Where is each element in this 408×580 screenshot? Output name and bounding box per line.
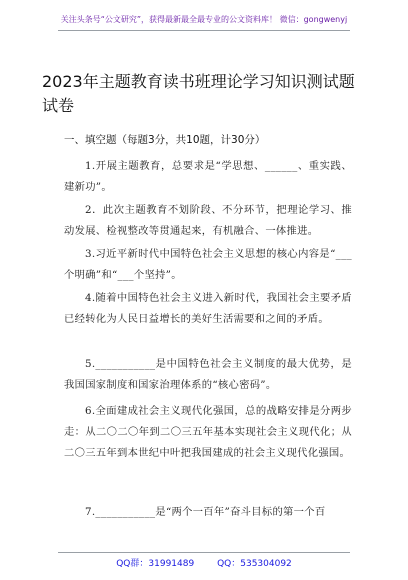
footer-divider bbox=[58, 552, 350, 553]
question-3: 3.习近平新时代中国特色社会主义思想的核心内容是“___个明确”和“___个坚持”。 bbox=[64, 248, 352, 281]
question-1: 1.开展主题教育，总要求是“学思想、______、重实践、建新功”。 bbox=[64, 160, 352, 193]
document-title: 2023年主题教育读书班理论学习知识测试题试卷 bbox=[42, 72, 355, 115]
footer-qq-group: QQ群：31991489 bbox=[116, 559, 195, 569]
header-divider bbox=[58, 30, 350, 31]
question-2: 2．此次主题教育不划阶段、不分环节，把理论学习、推动发展、检视整改等贯通起来，有机融合、一体推进。 bbox=[64, 204, 352, 237]
footer bbox=[0, 556, 408, 569]
header-banner: 关注头条号“公文研究”，获得最新最全最专业的公文资料库！ 微信：gongwenyj bbox=[60, 15, 348, 24]
question-5: 5.___________是中国特色社会主义制度的最大优势，是我国国家制度和国家治理体系的“核心密码”。 bbox=[64, 358, 352, 391]
question-6: 6.全面建成社会主义现代化强国，总的战略安排是分两步走：从二〇二〇年到二〇三五年基本实现社会主义现代化；从二〇三五年到本世纪中叶把我国建成的社会主义现代化强国。 bbox=[64, 405, 352, 459]
section-heading: 一、填空题（每题3分，共10题，计30分） bbox=[64, 134, 266, 146]
footer-qq: QQ：535304092 bbox=[217, 559, 292, 569]
question-4: 4.随着中国特色社会主义进入新时代，我国社会主要矛盾已经转化为人民日益增长的美好生活需要和之间的矛盾。 bbox=[64, 292, 352, 325]
question-7: 7.___________是“两个一百年”奋斗目标的第一个百 bbox=[85, 506, 326, 518]
